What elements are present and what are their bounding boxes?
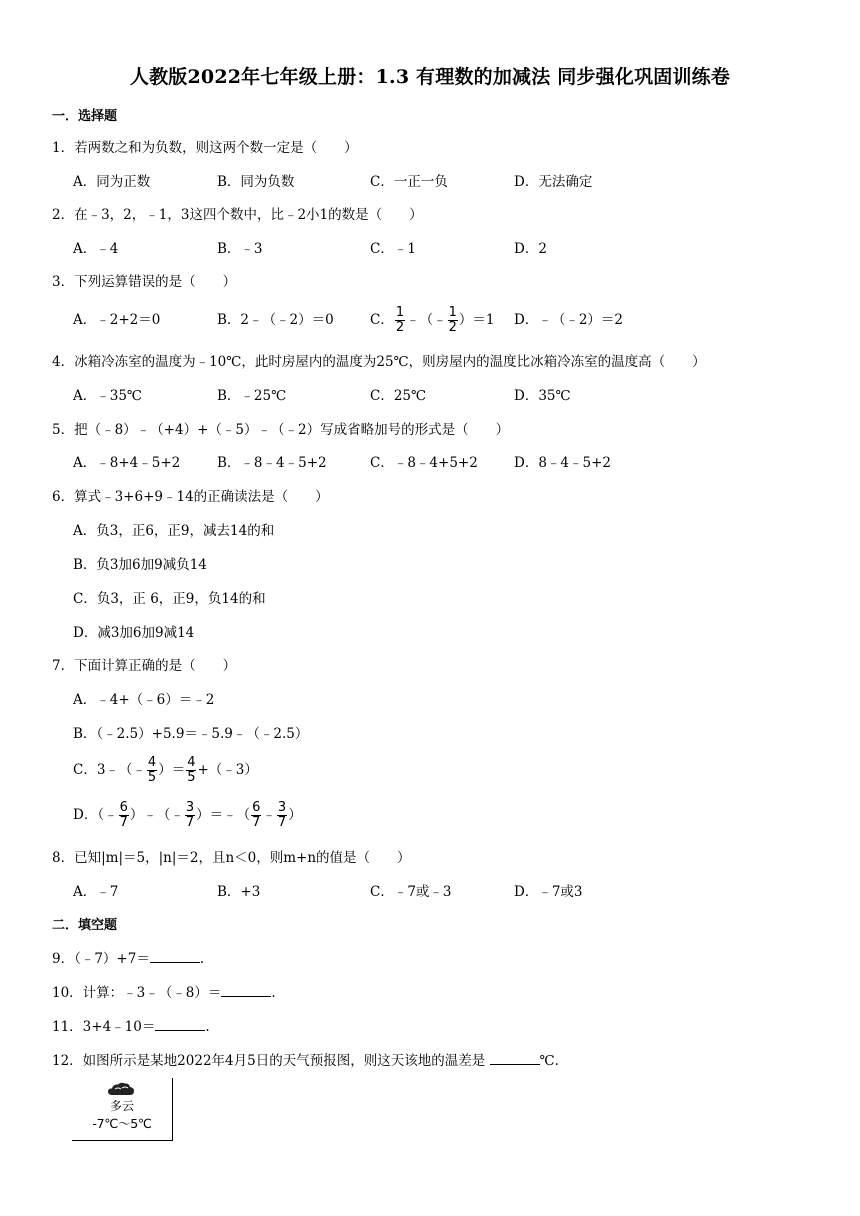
q1-option-b: B．同为负数	[217, 174, 295, 190]
fraction: $\frac{4}{5}$	[147, 755, 157, 785]
q6-option-b: B．负3加6加9减负14	[73, 557, 207, 573]
q5-option-b: B．﹣8﹣4﹣5+2	[217, 455, 327, 471]
q5-option-a: A．﹣8+4﹣5+2	[73, 455, 181, 471]
question-4: 4．冰箱冷冻室的温度为﹣10℃，此时房屋内的温度为25℃，则房屋内的温度比冰箱冷冻室的温度高（ ）	[52, 354, 706, 370]
question-10: 10．计算：﹣3﹣（﹣8）＝ .	[52, 985, 276, 1001]
question-11: 11．3+4﹣10＝ .	[52, 1019, 210, 1035]
question-1: 1．若两数之和为负数，则这两个数一定是（ ）	[52, 140, 358, 156]
q7-option-a: A．﹣4+（﹣6）＝﹣2	[73, 692, 215, 708]
question-2: 2．在﹣3，2，﹣1，3这四个数中，比﹣2小1的数是（ ）	[52, 207, 423, 223]
temperature-range: -7℃～5℃	[92, 1116, 152, 1131]
q8-option-b: B．+3	[217, 884, 261, 900]
q2-option-b: B．﹣3	[217, 241, 263, 257]
weather-forecast-figure	[72, 1078, 173, 1141]
fraction: $\frac{1}{2}$	[395, 305, 405, 335]
q2-option-c: C．﹣1	[370, 241, 416, 257]
answer-blank[interactable]	[221, 984, 271, 997]
q4-option-b: B．﹣25℃	[217, 388, 287, 404]
question-9: 9．（﹣7）+7＝ .	[52, 951, 205, 967]
q7-option-b: B．（﹣2.5）+5.9＝﹣5.9﹣（﹣2.5）	[73, 726, 309, 742]
answer-blank[interactable]	[490, 1052, 540, 1065]
fraction: $\frac{4}{5}$	[187, 755, 196, 785]
q4-option-d: D．35℃	[514, 388, 571, 404]
q4-option-a: A．﹣35℃	[73, 388, 143, 404]
q3-option-a: A．﹣2+2＝0	[73, 312, 161, 328]
section-fill: 二．填空题	[52, 918, 118, 933]
q2-option-a: A．﹣4	[73, 241, 119, 257]
question-3: 3．下列运算错误的是（ ）	[52, 274, 237, 290]
fraction: $\frac{3}{7}$	[185, 800, 195, 830]
weather-label: 多云	[109, 1099, 134, 1113]
q5-option-d: D．8﹣4﹣5+2	[514, 455, 611, 471]
fraction: $\frac{6}{7}$	[252, 800, 261, 830]
q3-option-c: C． $\frac{1}{2}$ ﹣（﹣ $\frac{1}{2}$ ）＝1	[370, 305, 495, 335]
cloudy-icon	[106, 1080, 136, 1098]
fraction: $\frac{3}{7}$	[277, 800, 287, 830]
answer-blank[interactable]	[155, 1018, 205, 1031]
q6-option-c: C．负3，正 6，正9，负14的和	[73, 591, 266, 607]
q4-option-c: C．25℃	[370, 388, 427, 404]
q8-option-a: A．﹣7	[73, 884, 119, 900]
fraction: $\frac{1}{2}$	[448, 305, 457, 335]
q1-option-a: A．同为正数	[73, 174, 151, 190]
q6-option-a: A．负3，正6，正9，减去14的和	[73, 523, 275, 539]
answer-blank[interactable]	[150, 950, 200, 963]
q1-option-c: C．一正一负	[370, 174, 448, 190]
q8-option-d: D．﹣7或3	[514, 884, 583, 900]
q3-option-d: D．﹣（﹣2）＝2	[514, 312, 624, 328]
section-choice: 一．选择题	[52, 109, 118, 124]
q2-option-d: D．2	[514, 241, 547, 257]
q8-option-c: C．﹣7或﹣3	[370, 884, 452, 900]
q3-option-b: B．2﹣（﹣2）＝0	[217, 312, 334, 328]
page-title: 人教版2022年七年级上册：1.3 有理数的加减法 同步强化巩固训练卷	[129, 66, 731, 88]
question-7: 7．下面计算正确的是（ ）	[52, 658, 237, 674]
fraction: $\frac{6}{7}$	[119, 800, 128, 830]
question-12: 12．如图所示是某地2022年4月5日的天气预报图，则这天该地的温差是 ℃.	[52, 1053, 559, 1069]
question-5: 5．把（﹣8）﹣（+4）+（﹣5）﹣（﹣2）写成省略加号的形式是（ ）	[52, 422, 510, 438]
question-6: 6．算式﹣3+6+9﹣14的正确读法是（ ）	[52, 489, 329, 505]
q6-option-d: D．减3加6加9减14	[73, 625, 195, 641]
q1-option-d: D．无法确定	[514, 174, 593, 190]
question-8: 8．已知|m|＝5，|n|＝2，且n＜0，则m+n的值是（ ）	[52, 850, 411, 866]
q7-option-c: C．3﹣（﹣ $\frac{4}{5}$ ）＝ $\frac{4}{5}$ +（﹣3）	[73, 755, 258, 785]
q5-option-c: C．﹣8﹣4+5+2	[370, 455, 478, 471]
q7-option-d: D．（﹣ $\frac{6}{7}$ ）﹣（﹣ $\frac{3}{7}$ ）＝﹣（ $\frac{6}{7}$ ﹣ $\frac{3}{7}$ ）	[73, 800, 302, 830]
